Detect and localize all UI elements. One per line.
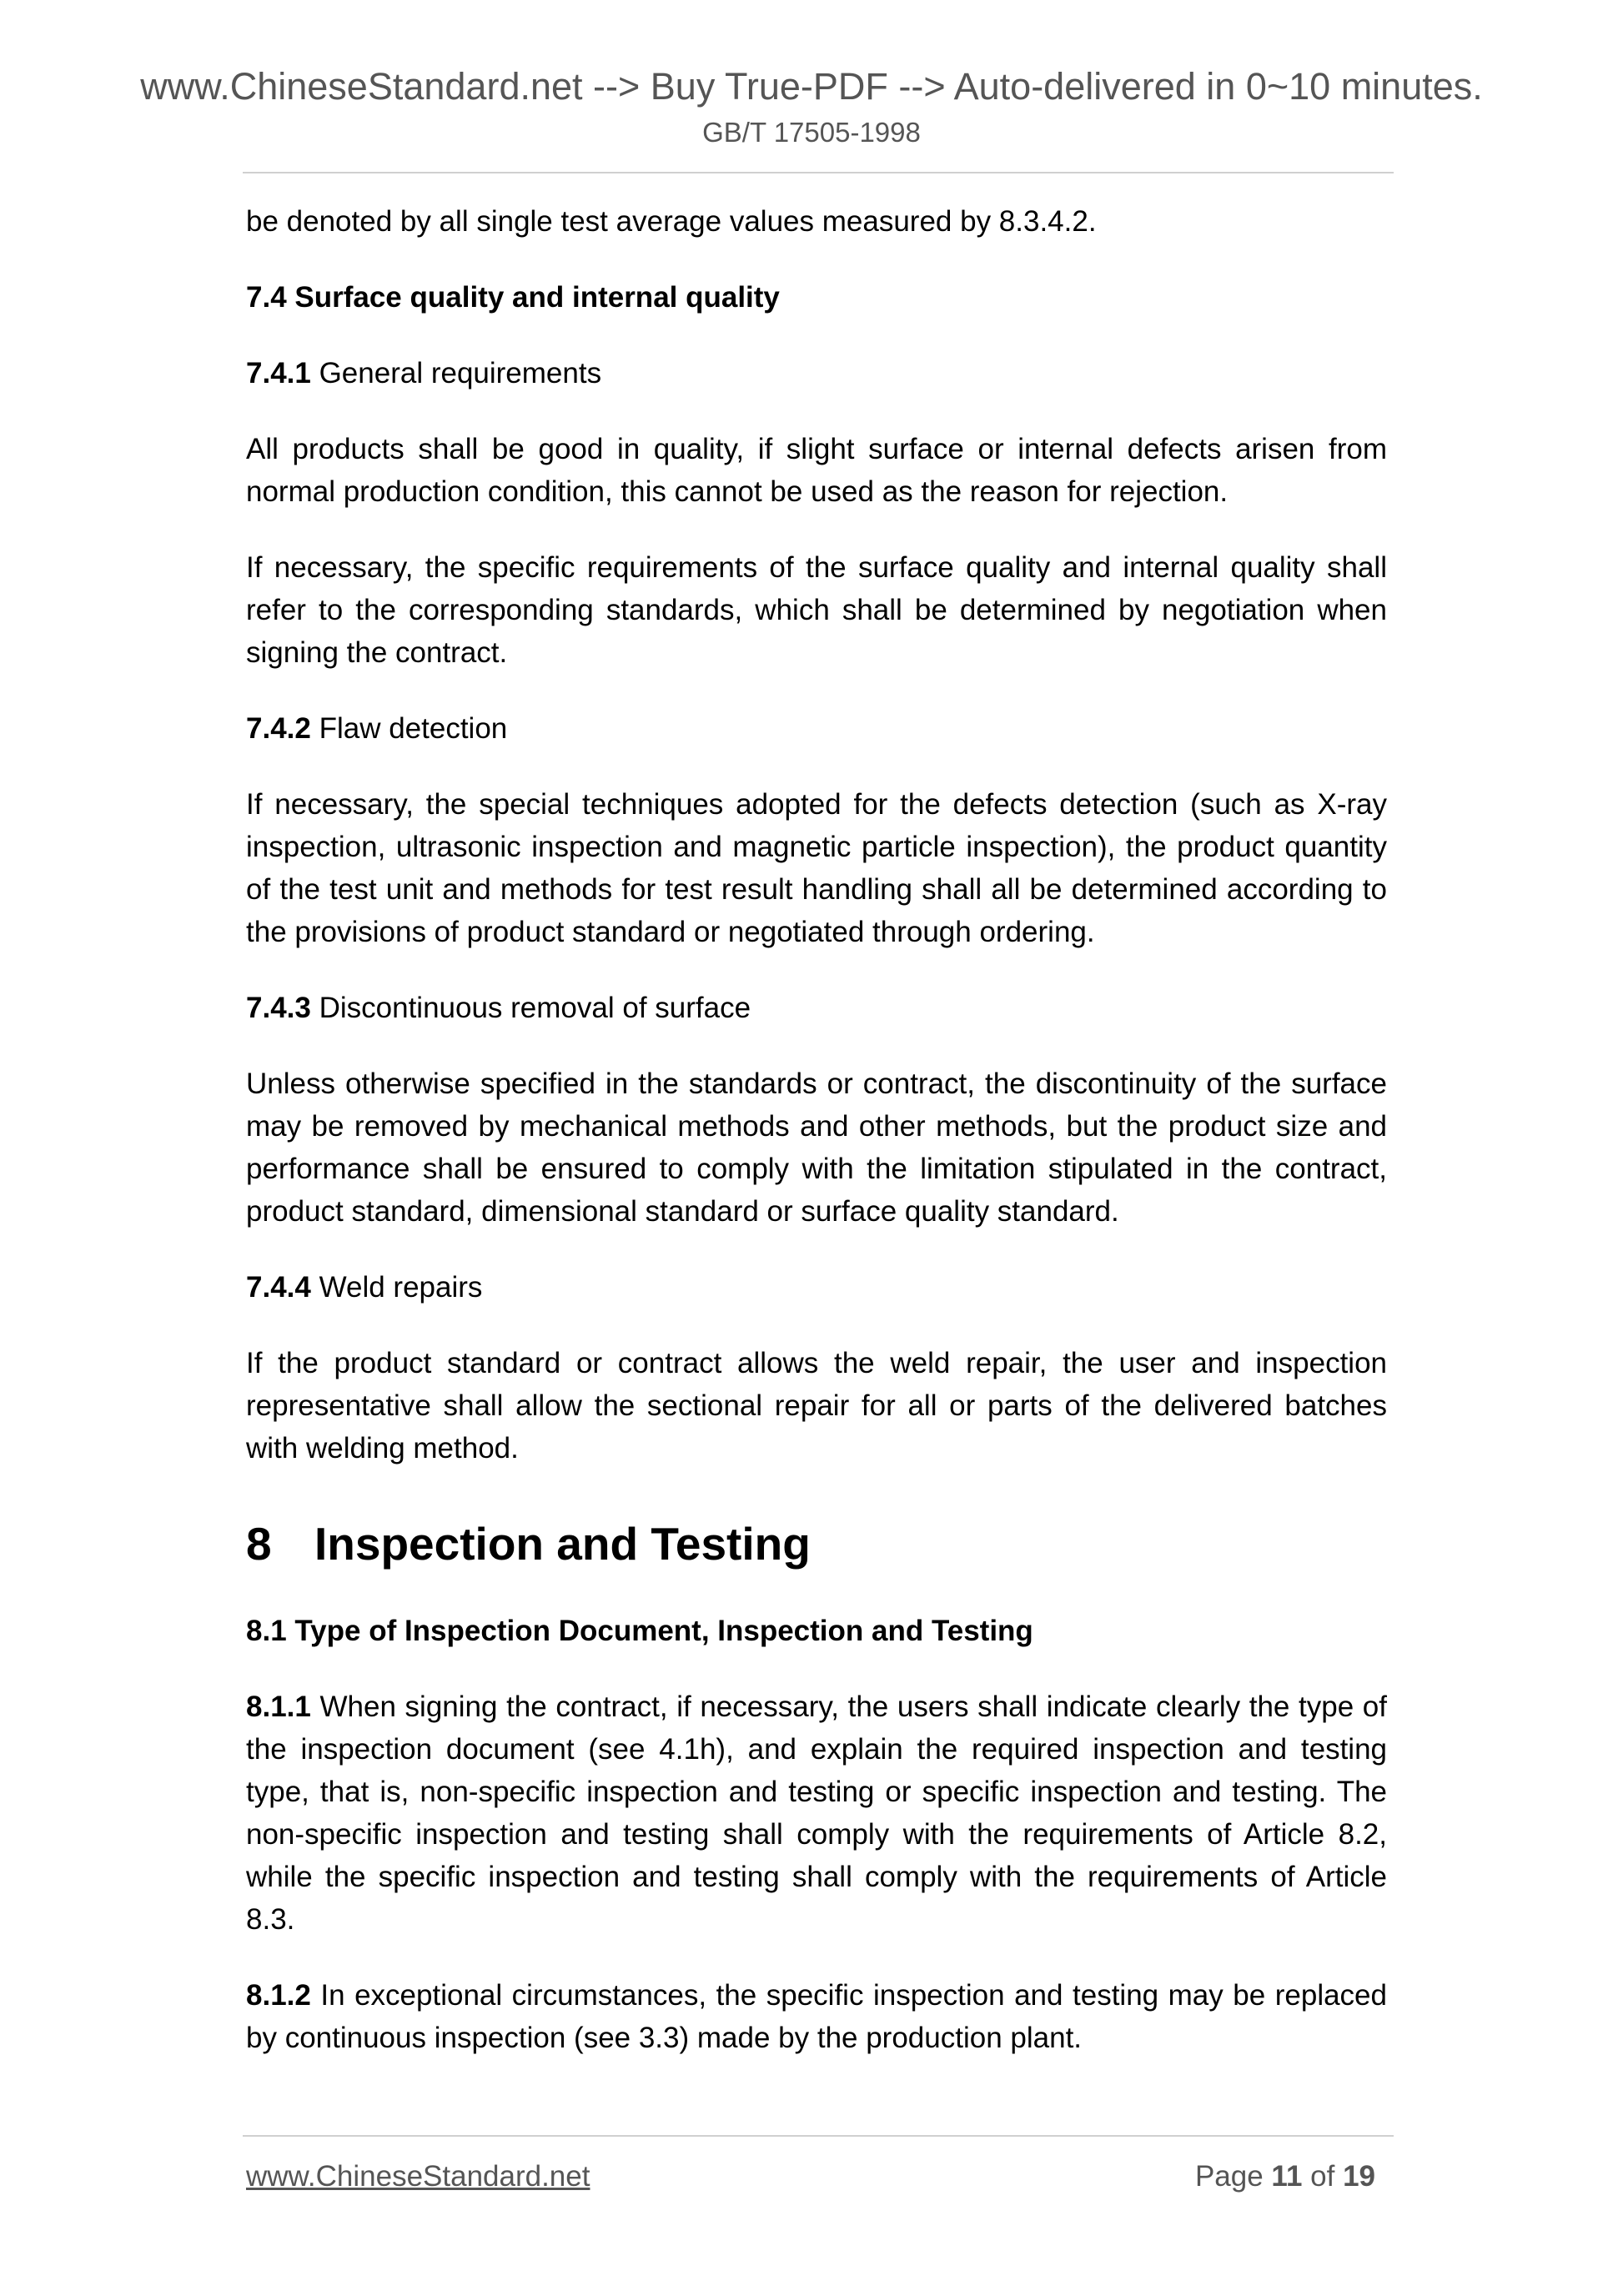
chapter-8-heading bbox=[246, 1515, 1387, 1573]
paragraph-weld-repairs: If the product standard or contract allows the weld repair, the user and inspection representative shall allow the sectional repair for all or parts of the delivered batches with welding method. bbox=[246, 1347, 1387, 1465]
section-title: Weld repairs bbox=[310, 1271, 483, 1304]
section-number: 8.1.2 bbox=[246, 1979, 311, 2012]
page-label: Page bbox=[1194, 2160, 1272, 2193]
section-7-4-heading: 7.4 Surface quality and internal quality bbox=[246, 281, 780, 314]
section-number: 7.4.3 bbox=[246, 992, 311, 1024]
section-number: 8.1.1 bbox=[246, 1691, 311, 1723]
section-7-4-1-heading bbox=[246, 352, 1387, 394]
section-7-4-3-heading bbox=[246, 987, 1387, 1029]
section-number: 7.4.2 bbox=[246, 712, 311, 745]
section-7-4-2-heading bbox=[246, 707, 1387, 750]
paragraph-text: In exceptional circumstances, the specific inspection and testing may be replaced by continuous inspection (see 3.3) made by the production plant. bbox=[246, 1979, 1387, 2054]
document-body bbox=[246, 200, 1387, 2059]
paragraph-flaw-detection: If necessary, the special techniques adopted for the defects detection (such as X-ray inspection, ultrasonic inspection and magnetic particle inspection), the product quantity of the test unit and methods for test result handling shall all be determined according to the provisions of product standard or negotiated through ordering. bbox=[246, 788, 1387, 948]
paragraph-general-1: All products shall be good in quality, if slight surface or internal defects arisen from normal production condition, this cannot be used as the reason for rejection. bbox=[246, 433, 1387, 508]
section-number: 7.4.4 bbox=[246, 1271, 311, 1304]
paragraph-general-2: If necessary, the specific requirements of the surface quality and internal quality shall refer to the corresponding standards, which shall be determined by negotiation when signing the contract. bbox=[246, 551, 1387, 669]
header-divider bbox=[243, 172, 1394, 173]
paragraph-discontinuous-removal: Unless otherwise specified in the standards or contract, the discontinuity of the surface may be removed by mechanical methods and other methods, but the product size and performance shall be ensured to comply with the limitation stipulated in the contract, product standard, dimensional standard or surface quality standard. bbox=[246, 1068, 1387, 1228]
section-number: 7.4.1 bbox=[246, 357, 311, 389]
page-indicator bbox=[1195, 2160, 1375, 2193]
section-7-4-4-heading bbox=[246, 1266, 1387, 1309]
chapter-number: 8 bbox=[246, 1518, 272, 1570]
section-title: Flaw detection bbox=[310, 712, 508, 745]
footer-website-link[interactable]: www.ChineseStandard.net bbox=[246, 2160, 590, 2193]
paragraph-text: When signing the contract, if necessary, the users shall indicate clearly the type of the inspection document (see 4.1h), and explain the required inspection and testing type, that is, non-specific inspection and testing or specific inspection and testing. The non-specific inspection and testing shall comply with the requirements of Article 8.2, while the specific inspection and testing shall comply with the requirements of Article 8.3. bbox=[246, 1691, 1387, 1936]
chapter-title: Inspection and Testing bbox=[314, 1518, 811, 1570]
paragraph-8-1-2 bbox=[246, 1974, 1387, 2059]
page-current: 11 bbox=[1271, 2160, 1303, 2193]
section-title: General requirements bbox=[310, 357, 602, 389]
section-title: Discontinuous removal of surface bbox=[310, 992, 751, 1024]
section-8-1-heading: 8.1 Type of Inspection Document, Inspection and Testing bbox=[246, 1615, 1033, 1647]
page-total: 19 bbox=[1343, 2160, 1375, 2193]
paragraph-continuation: be denoted by all single test average values measured by 8.3.4.2. bbox=[246, 205, 1097, 238]
footer-divider bbox=[243, 2135, 1394, 2137]
paragraph-8-1-1 bbox=[246, 1686, 1387, 1941]
header-banner: www.ChineseStandard.net --> Buy True-PDF --> Auto-delivered in 0~10 minutes. bbox=[140, 65, 1483, 108]
page-of: of bbox=[1302, 2160, 1344, 2193]
standard-number: GB/T 17505-1998 bbox=[702, 117, 921, 148]
